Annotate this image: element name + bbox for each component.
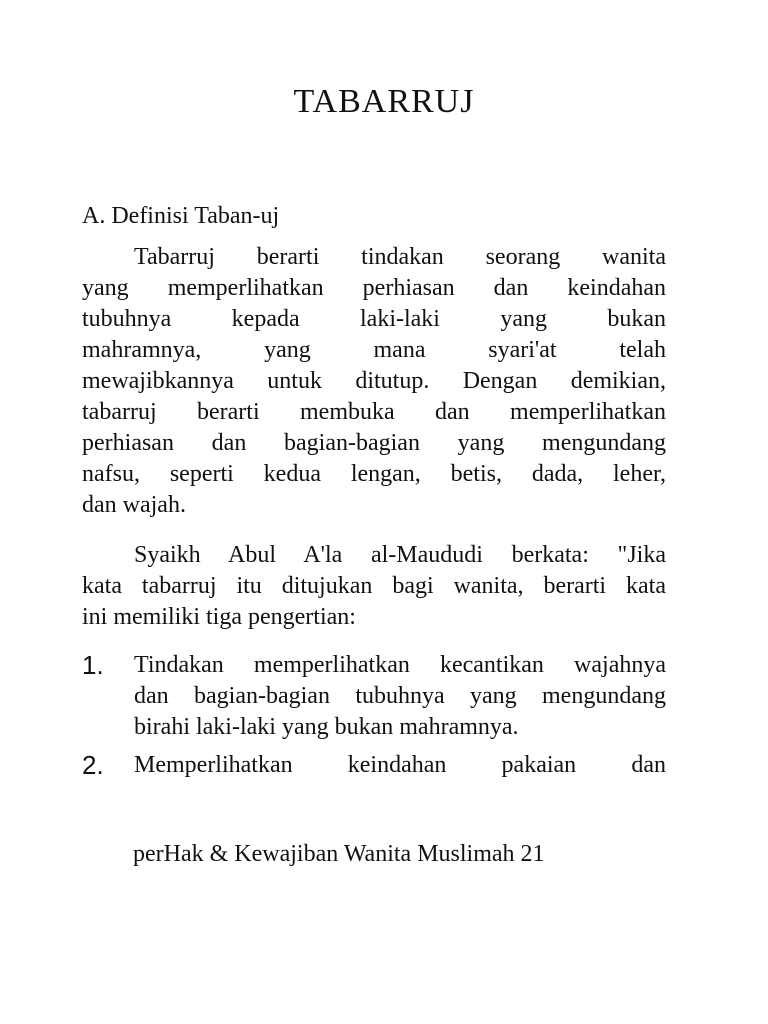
paragraph-definition xyxy=(82,242,666,521)
paragraph-line: Syaikh Abul A'la al-Maududi berkata: "Jika xyxy=(134,542,666,568)
paragraph-line: mahramnya, yang mana syari'at telah xyxy=(82,337,666,363)
list-line: Tindakan memperlihatkan kecantikan wajahnya xyxy=(134,652,666,678)
list-line: Memperlihatkan keindahan pakaian dan xyxy=(134,752,666,778)
paragraph-line: tubuhnya kepada laki-laki yang bukan xyxy=(82,306,666,332)
list-item-text xyxy=(134,750,666,781)
page-title: TABARRUJ xyxy=(293,83,475,120)
list-number: 1. xyxy=(82,650,104,680)
list-line: birahi laki-laki yang bukan mahramnya. xyxy=(134,714,519,740)
page-footer: perHak & Kewajiban Wanita Muslimah 21 xyxy=(133,841,545,867)
paragraph-line: ini memiliki tiga pengertian: xyxy=(82,604,356,630)
section-heading: A. Definisi Taban-uj xyxy=(82,203,280,229)
paragraph-line: perhiasan dan bagian-bagian yang mengundang xyxy=(82,430,666,456)
paragraph-line: yang memperlihatkan perhiasan dan keindahan xyxy=(82,275,666,301)
list-item-text xyxy=(134,650,666,743)
paragraph-line: dan wajah. xyxy=(82,492,186,518)
paragraph-line: kata tabarruj itu ditujukan bagi wanita, berarti kata xyxy=(82,573,666,599)
paragraph-line: Tabarruj berarti tindakan seorang wanita xyxy=(134,244,666,270)
paragraph-line: mewajibkannya untuk ditutup. Dengan demikian, xyxy=(82,368,666,394)
paragraph-line: tabarruj berarti membuka dan memperlihatkan xyxy=(82,399,666,425)
paragraph-quote xyxy=(82,540,666,633)
list-number: 2. xyxy=(82,750,104,780)
paragraph-line: nafsu, seperti kedua lengan, betis, dada, leher, xyxy=(82,461,666,487)
list-line: dan bagian-bagian tubuhnya yang mengundang xyxy=(134,683,666,709)
